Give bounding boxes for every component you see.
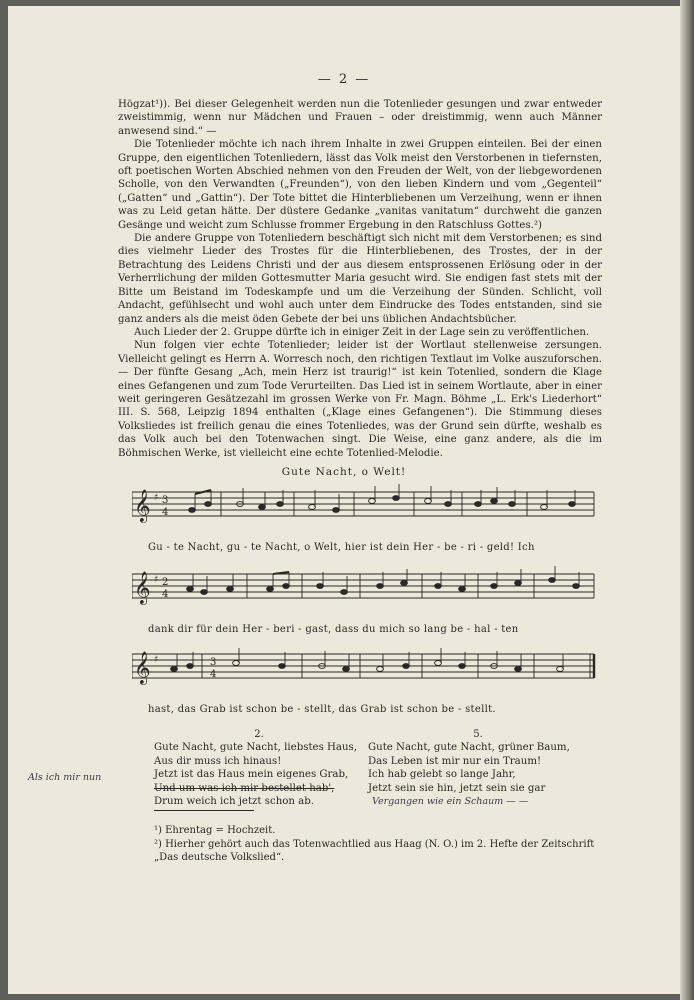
svg-text:𝄞: 𝄞 bbox=[134, 489, 151, 522]
svg-text:3: 3 bbox=[162, 495, 169, 506]
verse-2-line-5: Drum weich ich jetzt schon ab. bbox=[154, 796, 315, 808]
music-staff-3 bbox=[132, 646, 602, 696]
page-edge-shadow bbox=[680, 0, 694, 1000]
verse-5-line-1: Gute Nacht, gute Nacht, grüner Baum, bbox=[368, 742, 570, 754]
verse-2-line-1: Gute Nacht, gute Nacht, liebstes Haus, bbox=[154, 742, 358, 754]
svg-text:♯: ♯ bbox=[154, 575, 159, 585]
verse-5-number: 5. bbox=[473, 729, 483, 740]
paragraph-5: Nun folgen vier echte Totenlieder; leider ist der Wortlaut stellenweise zersungen. Vielleicht gelingt es Herrn A. Worresch noch, den richtigen Textlaut im Volke auszuforschen. — Der fünfte Gesang „Ach, mein Herz ist traurig!“ ist kein Totenlied, sondern die Klage eines Gefangenen und zum Tode Verurteilten. Das Lied ist in seinem Wortlaute, aber in einer weit geringeren Gesätzezahl im grossen Werke von Fr. Magn. Böhme „L. Erk's Liederhort“ III. S. 568, Leipzig 1894 enthalten („Klage eines Gefangenen“). Die Stimmung dieses Volksliedes ist freilich genau die eines Totenliedes, was der Grund sein dürfte, weshalb es das Volk auch bei den Totenwachen singt. Die Weise, eine ganz andere, als die im Böhmischen Werke, ist vielleicht eine echte Totenlied-Melodie. bbox=[118, 340, 602, 459]
lyrics-line-2: dank dir für dein Her - beri - gast, dass du mich so lang be - hal - ten bbox=[148, 624, 519, 635]
main-text bbox=[118, 98, 602, 460]
verse-2 bbox=[154, 728, 364, 808]
verse-5 bbox=[368, 728, 588, 795]
footnote-divider bbox=[154, 810, 254, 811]
svg-text:4: 4 bbox=[210, 669, 217, 680]
handwritten-margin-note: Als ich mir nun bbox=[28, 772, 102, 783]
lyrics-line-1: Gu - te Nacht, gu - te Nacht, o Welt, hier ist dein Her - be - ri - geld! Ich bbox=[148, 542, 535, 553]
footnote-2: ²) Hierher gehört auch das Totenwachtlied aus Haag (N. O.) im 2. Hefte der Zeitschrift „Das deutsche Volkslied“. bbox=[154, 839, 595, 864]
svg-text:𝄞: 𝄞 bbox=[134, 651, 151, 684]
svg-text:3: 3 bbox=[210, 657, 217, 668]
handwritten-verse-note: Vergangen wie ein Schaum — — bbox=[372, 796, 529, 807]
book-page bbox=[8, 6, 680, 994]
verse-5-line-4: Jetzt sein sie hin, jetzt sein sie gar bbox=[368, 782, 546, 794]
verse-2-line-2: Aus dir muss ich hinaus! bbox=[154, 755, 282, 767]
music-staff-2 bbox=[132, 566, 602, 616]
footnote-1: ¹) Ehrentag = Hochzeit. bbox=[154, 825, 276, 836]
verse-2-line-4-struck: Und um was ich mir bestellet hab', bbox=[154, 782, 335, 794]
svg-text:♯: ♯ bbox=[154, 655, 159, 665]
verse-5-line-2: Das Leben ist mir nur ein Traum! bbox=[368, 755, 542, 767]
paragraph-2: Die Totenlieder möchte ich nach ihrem Inhalte in zwei Gruppen einteilen. Bei der einen Gruppe, den eigentlichen Totenliedern, lässt das Volk meist den Verstorbenen in tiefernsten, oft poetischen Worten Abschied nehmen von den Freuden der Welt, von der liebgewordenen Scholle, von den Verwandten („Freunden“), von den lieben Kindern und vom „Gegenteil“ („Gatten“ und „Gattin“). Der Tote bittet die Hinterbliebenen um Verzeihung, wenn er ihnen was zu Leid getan hätte. Der düstere Gedanke „vanitas vanitatum“ durchweht die ganzen Gesänge und weicht zum Schlusse frommer Ergebung in den Ratschluss Gottes.²) bbox=[118, 139, 602, 231]
svg-text:2: 2 bbox=[162, 577, 169, 588]
verse-2-line-3: Jetzt ist das Haus mein eigenes Grab, bbox=[154, 769, 349, 781]
verse-2-number: 2. bbox=[254, 729, 264, 740]
svg-text:𝄞: 𝄞 bbox=[134, 571, 151, 604]
paragraph-1: Högzat¹)). Bei dieser Gelegenheit werden nun die Totenlieder gesungen und zwar entweder zweistimmig, wenn nur Mädchen und Frauen – oder dreistimmig, wenn auch Männer anwesend sind.“ — bbox=[118, 99, 602, 137]
page-number: — 2 — bbox=[317, 72, 371, 87]
paragraph-4: Auch Lieder der 2. Gruppe dürfte ich in einiger Zeit in der Lage sein zu veröffentlichen. bbox=[134, 326, 590, 338]
music-staff-1 bbox=[132, 484, 602, 534]
svg-text:4: 4 bbox=[162, 507, 169, 518]
svg-text:4: 4 bbox=[162, 589, 169, 600]
paragraph-3: Die andere Gruppe von Totenliedern beschäftigt sich nicht mit dem Verstorbenen; es sind dies vielmehr Lieder des Trostes für die Hinterbliebenen, des Trostes, der in der Betrachtung des Leidens Christi und der aus diesem entsprossenen Erlösung oder in der Verherrlichung der milden Gottesmutter Maria gesucht wird. Sie endigen fast stets mit der Bitte um Beistand im Todeskampfe und um die Verzeihung der Sünden. Schlicht, voll Andacht, gefühlsecht und wohl auch unter dem Eindrucke des Todes entstanden, sind sie ganz anders als die meist öden Gebete der bei uns üblichen Andachtsbücher. bbox=[118, 233, 602, 325]
song-title: Gute Nacht, o Welt! bbox=[281, 466, 407, 478]
lyrics-line-3: hast, das Grab ist schon be - stellt, das Grab ist schon be - stellt. bbox=[148, 704, 496, 715]
svg-text:♯: ♯ bbox=[154, 493, 159, 503]
verse-5-line-3: Ich hab gelebt so lange Jahr, bbox=[368, 769, 516, 781]
